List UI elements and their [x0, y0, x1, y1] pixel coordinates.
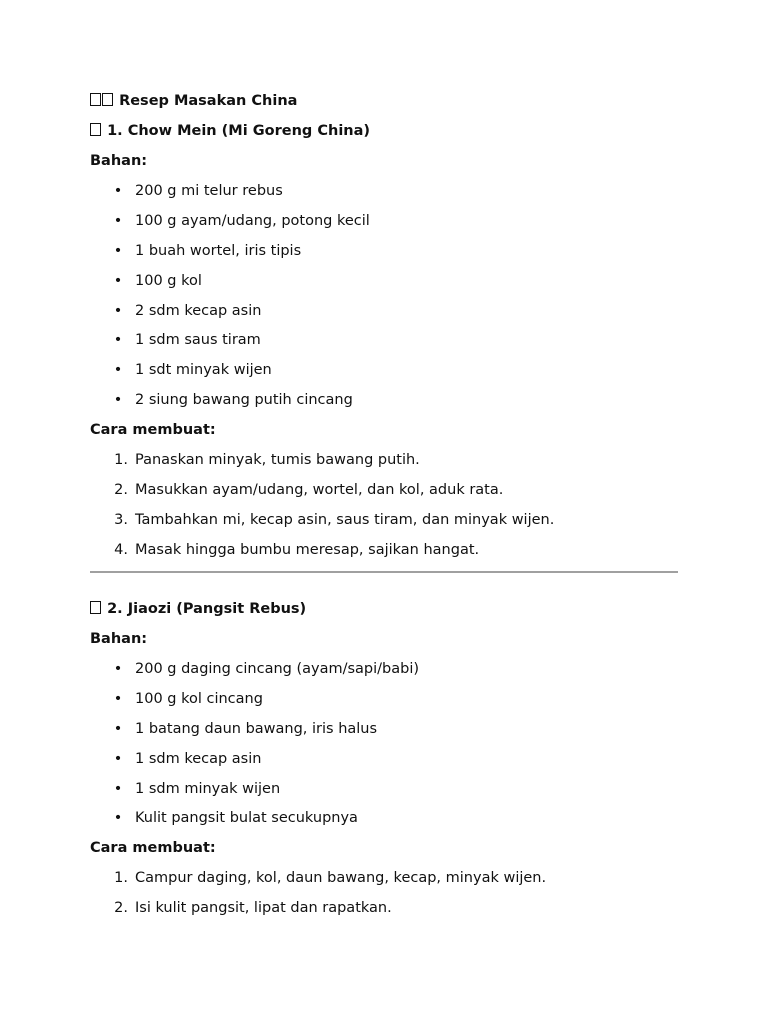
glyph-box-icon	[102, 93, 113, 106]
step-number: 3.	[114, 512, 128, 528]
step-number: 4.	[114, 542, 128, 558]
list-item-text: 100 g kol cincang	[135, 691, 263, 707]
recipe-heading	[90, 599, 306, 619]
list-item-text: 1 buah wortel, iris tipis	[135, 243, 302, 259]
step-number: 2.	[114, 900, 128, 916]
recipe-heading-text: 1. Chow Mein (Mi Goreng China)	[107, 123, 371, 139]
step-text: Panaskan minyak, tumis bawang putih.	[135, 452, 420, 468]
bullet: •	[113, 781, 123, 797]
list-item-text: 2 siung bawang putih cincang	[135, 392, 353, 408]
list-item-text: 1 sdt minyak wijen	[135, 362, 272, 378]
ingredients-label: Bahan:	[90, 153, 148, 169]
step-text: Masukkan ayam/udang, wortel, dan kol, aduk rata.	[135, 482, 504, 498]
list-item-text: 100 g kol	[135, 273, 202, 289]
step-number: 2.	[114, 482, 128, 498]
recipe-heading-text: 2. Jiaozi (Pangsit Rebus)	[107, 601, 307, 617]
list-item-text: 100 g ayam/udang, potong kecil	[135, 213, 370, 229]
bullet: •	[113, 661, 123, 677]
ingredients-label: Bahan:	[90, 631, 148, 647]
method-label: Cara membuat:	[90, 422, 216, 438]
glyph-box-icon	[90, 123, 101, 136]
bullet: •	[113, 183, 123, 199]
list-item-text: 1 sdm kecap asin	[135, 751, 262, 767]
section-divider	[90, 571, 678, 573]
step-text: Masak hingga bumbu meresap, sajikan hangat.	[135, 542, 480, 558]
document-title-text: Resep Masakan China	[119, 93, 298, 109]
bullet: •	[113, 751, 123, 767]
step-number: 1.	[114, 452, 128, 468]
list-item-text: 1 batang daun bawang, iris halus	[135, 721, 378, 737]
list-item-text: Kulit pangsit bulat secukupnya	[135, 810, 358, 826]
step-text: Campur daging, kol, daun bawang, kecap, minyak wijen.	[135, 870, 547, 886]
glyph-box-icon	[90, 93, 101, 106]
bullet: •	[113, 392, 123, 408]
document-title	[90, 91, 297, 111]
list-item-text: 1 sdm saus tiram	[135, 332, 261, 348]
list-item-text: 1 sdm minyak wijen	[135, 781, 281, 797]
step-text: Isi kulit pangsit, lipat dan rapatkan.	[135, 900, 392, 916]
recipe-heading	[90, 121, 370, 141]
bullet: •	[113, 721, 123, 737]
method-label: Cara membuat:	[90, 840, 216, 856]
step-number: 1.	[114, 870, 128, 886]
list-item-text: 200 g daging cincang (ayam/sapi/babi)	[135, 661, 420, 677]
bullet: •	[113, 213, 123, 229]
list-item-text: 200 g mi telur rebus	[135, 183, 283, 199]
bullet: •	[113, 273, 123, 289]
bullet: •	[113, 332, 123, 348]
bullet: •	[113, 810, 123, 826]
bullet: •	[113, 303, 123, 319]
bullet: •	[113, 691, 123, 707]
bullet: •	[113, 362, 123, 378]
step-text: Tambahkan mi, kecap asin, saus tiram, dan minyak wijen.	[135, 512, 555, 528]
bullet: •	[113, 243, 123, 259]
glyph-box-icon	[90, 601, 101, 614]
list-item-text: 2 sdm kecap asin	[135, 303, 262, 319]
